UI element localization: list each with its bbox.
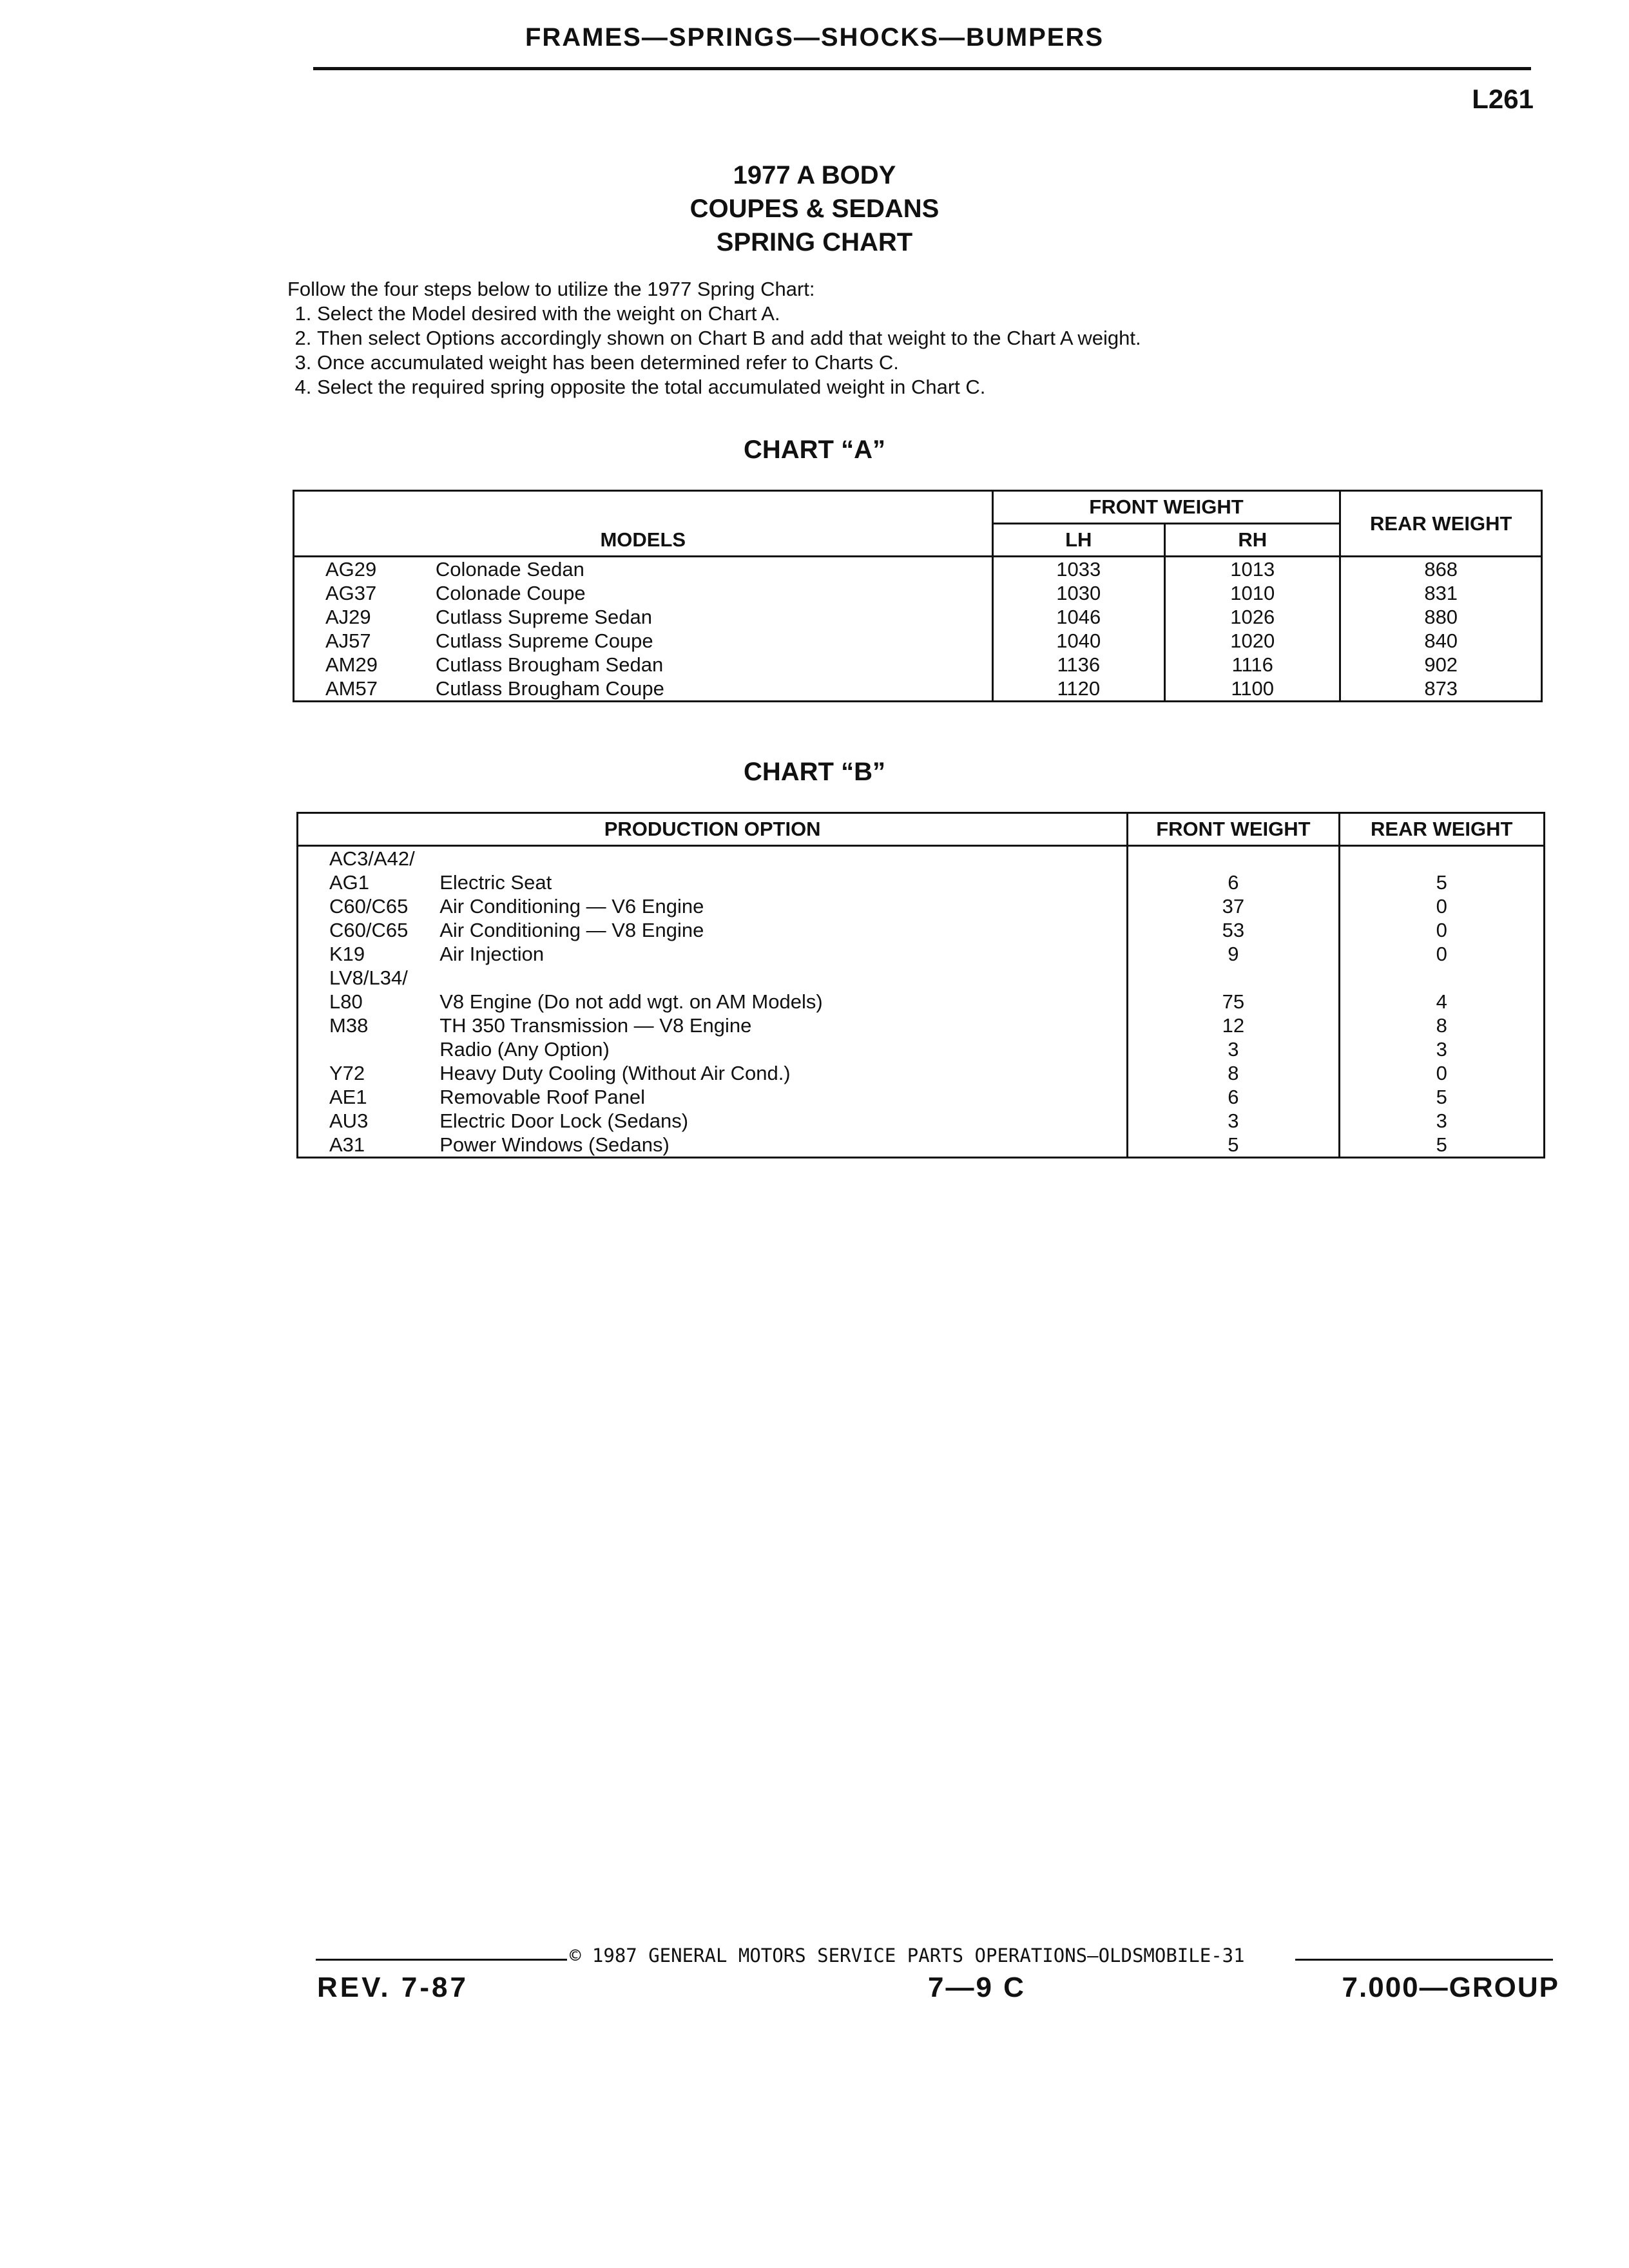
- option-description: V8 Engine (Do not add wgt. on AM Models): [436, 990, 1128, 1014]
- option-code: C60/C65: [298, 918, 436, 942]
- option-front-weight: 53: [1128, 918, 1339, 942]
- option-code: L80: [298, 990, 436, 1014]
- option-rear-weight: 3: [1339, 1037, 1545, 1061]
- option-front-weight: 37: [1128, 894, 1339, 918]
- chart-b-col-rear: REAR WEIGHT: [1339, 813, 1545, 846]
- table-row: [294, 629, 1542, 653]
- option-description: Removable Roof Panel: [436, 1085, 1128, 1109]
- option-description: Air Conditioning — V8 Engine: [436, 918, 1128, 942]
- front-rh-weight: 1013: [1165, 557, 1340, 582]
- model-name: Colonade Sedan: [432, 557, 992, 582]
- table-row: [294, 605, 1542, 629]
- option-front-weight: 6: [1128, 1085, 1339, 1109]
- instruction-step: 3. Once accumulated weight has been determined refer to Charts C.: [317, 351, 1141, 375]
- option-code: [298, 1037, 436, 1061]
- model-name: Cutlass Supreme Sedan: [432, 605, 992, 629]
- option-rear-weight: 5: [1339, 1133, 1545, 1158]
- title-line-2: COUPES & SEDANS: [689, 195, 940, 223]
- option-rear-weight: 8: [1339, 1014, 1545, 1037]
- table-row: [298, 1109, 1545, 1133]
- model-name: Cutlass Brougham Coupe: [432, 677, 992, 702]
- table-row: [298, 990, 1545, 1014]
- table-row: [294, 677, 1542, 702]
- option-front-weight: 3: [1128, 1037, 1339, 1061]
- option-code: C60/C65: [298, 894, 436, 918]
- footer-rule-right: [1295, 1959, 1553, 1961]
- header-rule: [313, 67, 1531, 70]
- option-code: AG1: [298, 870, 436, 894]
- option-rear-weight: 0: [1339, 1061, 1545, 1085]
- title-line-3: SPRING CHART: [716, 228, 913, 256]
- option-rear-weight: 5: [1339, 1085, 1545, 1109]
- table-row: [298, 918, 1545, 942]
- option-code: M38: [298, 1014, 436, 1037]
- rear-weight: 902: [1340, 653, 1542, 677]
- option-rear-weight: 5: [1339, 870, 1545, 894]
- model-name: Colonade Coupe: [432, 581, 992, 605]
- table-row: [298, 1085, 1545, 1109]
- option-rear-weight: 4: [1339, 990, 1545, 1014]
- model-code: AJ57: [294, 629, 432, 653]
- table-row: [298, 894, 1545, 918]
- table-row: [298, 966, 1545, 990]
- front-lh-weight: 1033: [992, 557, 1164, 582]
- model-name: Cutlass Brougham Sedan: [432, 653, 992, 677]
- title-line-1: 1977 A BODY: [733, 161, 896, 189]
- footer-rule-left: [316, 1959, 567, 1961]
- footer-group: 7.000—GROUP: [1342, 1972, 1559, 2003]
- instruction-step: 2. Then select Options accordingly shown on Chart B and add that weight to the Chart A weight.: [317, 326, 1141, 351]
- option-code: Y72: [298, 1061, 436, 1085]
- option-rear-weight: 0: [1339, 942, 1545, 966]
- option-code: A31: [298, 1133, 436, 1158]
- table-row: [298, 1014, 1545, 1037]
- option-rear-weight: 0: [1339, 918, 1545, 942]
- model-code: AM57: [294, 677, 432, 702]
- model-code: AG37: [294, 581, 432, 605]
- option-front-weight: 5: [1128, 1133, 1339, 1158]
- option-rear-weight: 3: [1339, 1109, 1545, 1133]
- instruction-step: 4. Select the required spring opposite the total accumulated weight in Chart C.: [317, 375, 1141, 399]
- front-lh-weight: 1040: [992, 629, 1164, 653]
- section-title: FRAMES—SPRINGS—SHOCKS—BUMPERS: [525, 23, 1104, 52]
- footer-revision: REV. 7-87: [317, 1972, 468, 2003]
- option-code: LV8/L34/: [298, 966, 436, 990]
- option-front-weight: 75: [1128, 990, 1339, 1014]
- option-front-weight: 8: [1128, 1061, 1339, 1085]
- table-row: [294, 581, 1542, 605]
- front-rh-weight: 1116: [1165, 653, 1340, 677]
- chart-a-col-front: FRONT WEIGHT: [992, 491, 1340, 524]
- table-row: [294, 653, 1542, 677]
- front-rh-weight: 1026: [1165, 605, 1340, 629]
- model-name: Cutlass Supreme Coupe: [432, 629, 992, 653]
- instructions-steps: [287, 302, 1141, 399]
- table-row: [298, 870, 1545, 894]
- option-front-weight: [1128, 846, 1339, 871]
- option-code: AE1: [298, 1085, 436, 1109]
- front-lh-weight: 1136: [992, 653, 1164, 677]
- option-front-weight: 12: [1128, 1014, 1339, 1037]
- option-description: Power Windows (Sedans): [436, 1133, 1128, 1158]
- table-row: [298, 846, 1545, 871]
- chart-a-col-rh: RH: [1165, 524, 1340, 557]
- option-code: K19: [298, 942, 436, 966]
- front-lh-weight: 1030: [992, 581, 1164, 605]
- table-row: [294, 557, 1542, 582]
- model-code: AM29: [294, 653, 432, 677]
- chart-a-col-lh: LH: [992, 524, 1164, 557]
- instructions-lead: Follow the four steps below to utilize the 1977 Spring Chart:: [287, 278, 815, 300]
- option-code: AC3/A42/: [298, 846, 436, 871]
- chart-a-table: [293, 490, 1543, 702]
- instructions: [287, 277, 1141, 399]
- table-row: [298, 942, 1545, 966]
- document-title: [0, 159, 1629, 259]
- footer-page-number: 7—9 C: [928, 1972, 1026, 2003]
- chart-a-heading: CHART “A”: [744, 436, 885, 464]
- option-description: Air Conditioning — V6 Engine: [436, 894, 1128, 918]
- option-description: Radio (Any Option): [436, 1037, 1128, 1061]
- rear-weight: 831: [1340, 581, 1542, 605]
- option-rear-weight: [1339, 966, 1545, 990]
- option-rear-weight: 0: [1339, 894, 1545, 918]
- option-description: TH 350 Transmission — V8 Engine: [436, 1014, 1128, 1037]
- table-row: [298, 1133, 1545, 1158]
- front-rh-weight: 1010: [1165, 581, 1340, 605]
- table-row: [298, 1061, 1545, 1085]
- option-description: Air Injection: [436, 942, 1128, 966]
- option-description: [436, 966, 1128, 990]
- rear-weight: 868: [1340, 557, 1542, 582]
- option-rear-weight: [1339, 846, 1545, 871]
- instruction-step: 1. Select the Model desired with the weight on Chart A.: [317, 302, 1141, 326]
- front-lh-weight: 1046: [992, 605, 1164, 629]
- chart-b-col-option: PRODUCTION OPTION: [298, 813, 1128, 846]
- front-lh-weight: 1120: [992, 677, 1164, 702]
- chart-a-col-models: MODELS: [294, 491, 993, 557]
- option-description: Electric Door Lock (Sedans): [436, 1109, 1128, 1133]
- page-code: L261: [1472, 84, 1534, 114]
- front-rh-weight: 1100: [1165, 677, 1340, 702]
- chart-b-col-front: FRONT WEIGHT: [1128, 813, 1339, 846]
- option-front-weight: 6: [1128, 870, 1339, 894]
- option-front-weight: 9: [1128, 942, 1339, 966]
- footer-copyright: © 1987 GENERAL MOTORS SERVICE PARTS OPERATIONS—OLDSMOBILE-31: [570, 1945, 1245, 1966]
- rear-weight: 880: [1340, 605, 1542, 629]
- option-description: [436, 846, 1128, 871]
- chart-b-heading: CHART “B”: [744, 758, 885, 786]
- option-front-weight: [1128, 966, 1339, 990]
- model-code: AJ29: [294, 605, 432, 629]
- model-code: AG29: [294, 557, 432, 582]
- chart-a-col-rear: REAR WEIGHT: [1340, 491, 1542, 557]
- rear-weight: 873: [1340, 677, 1542, 702]
- option-description: Electric Seat: [436, 870, 1128, 894]
- table-row: [298, 1037, 1545, 1061]
- front-rh-weight: 1020: [1165, 629, 1340, 653]
- chart-b-table: [296, 812, 1545, 1158]
- option-code: AU3: [298, 1109, 436, 1133]
- rear-weight: 840: [1340, 629, 1542, 653]
- option-front-weight: 3: [1128, 1109, 1339, 1133]
- option-description: Heavy Duty Cooling (Without Air Cond.): [436, 1061, 1128, 1085]
